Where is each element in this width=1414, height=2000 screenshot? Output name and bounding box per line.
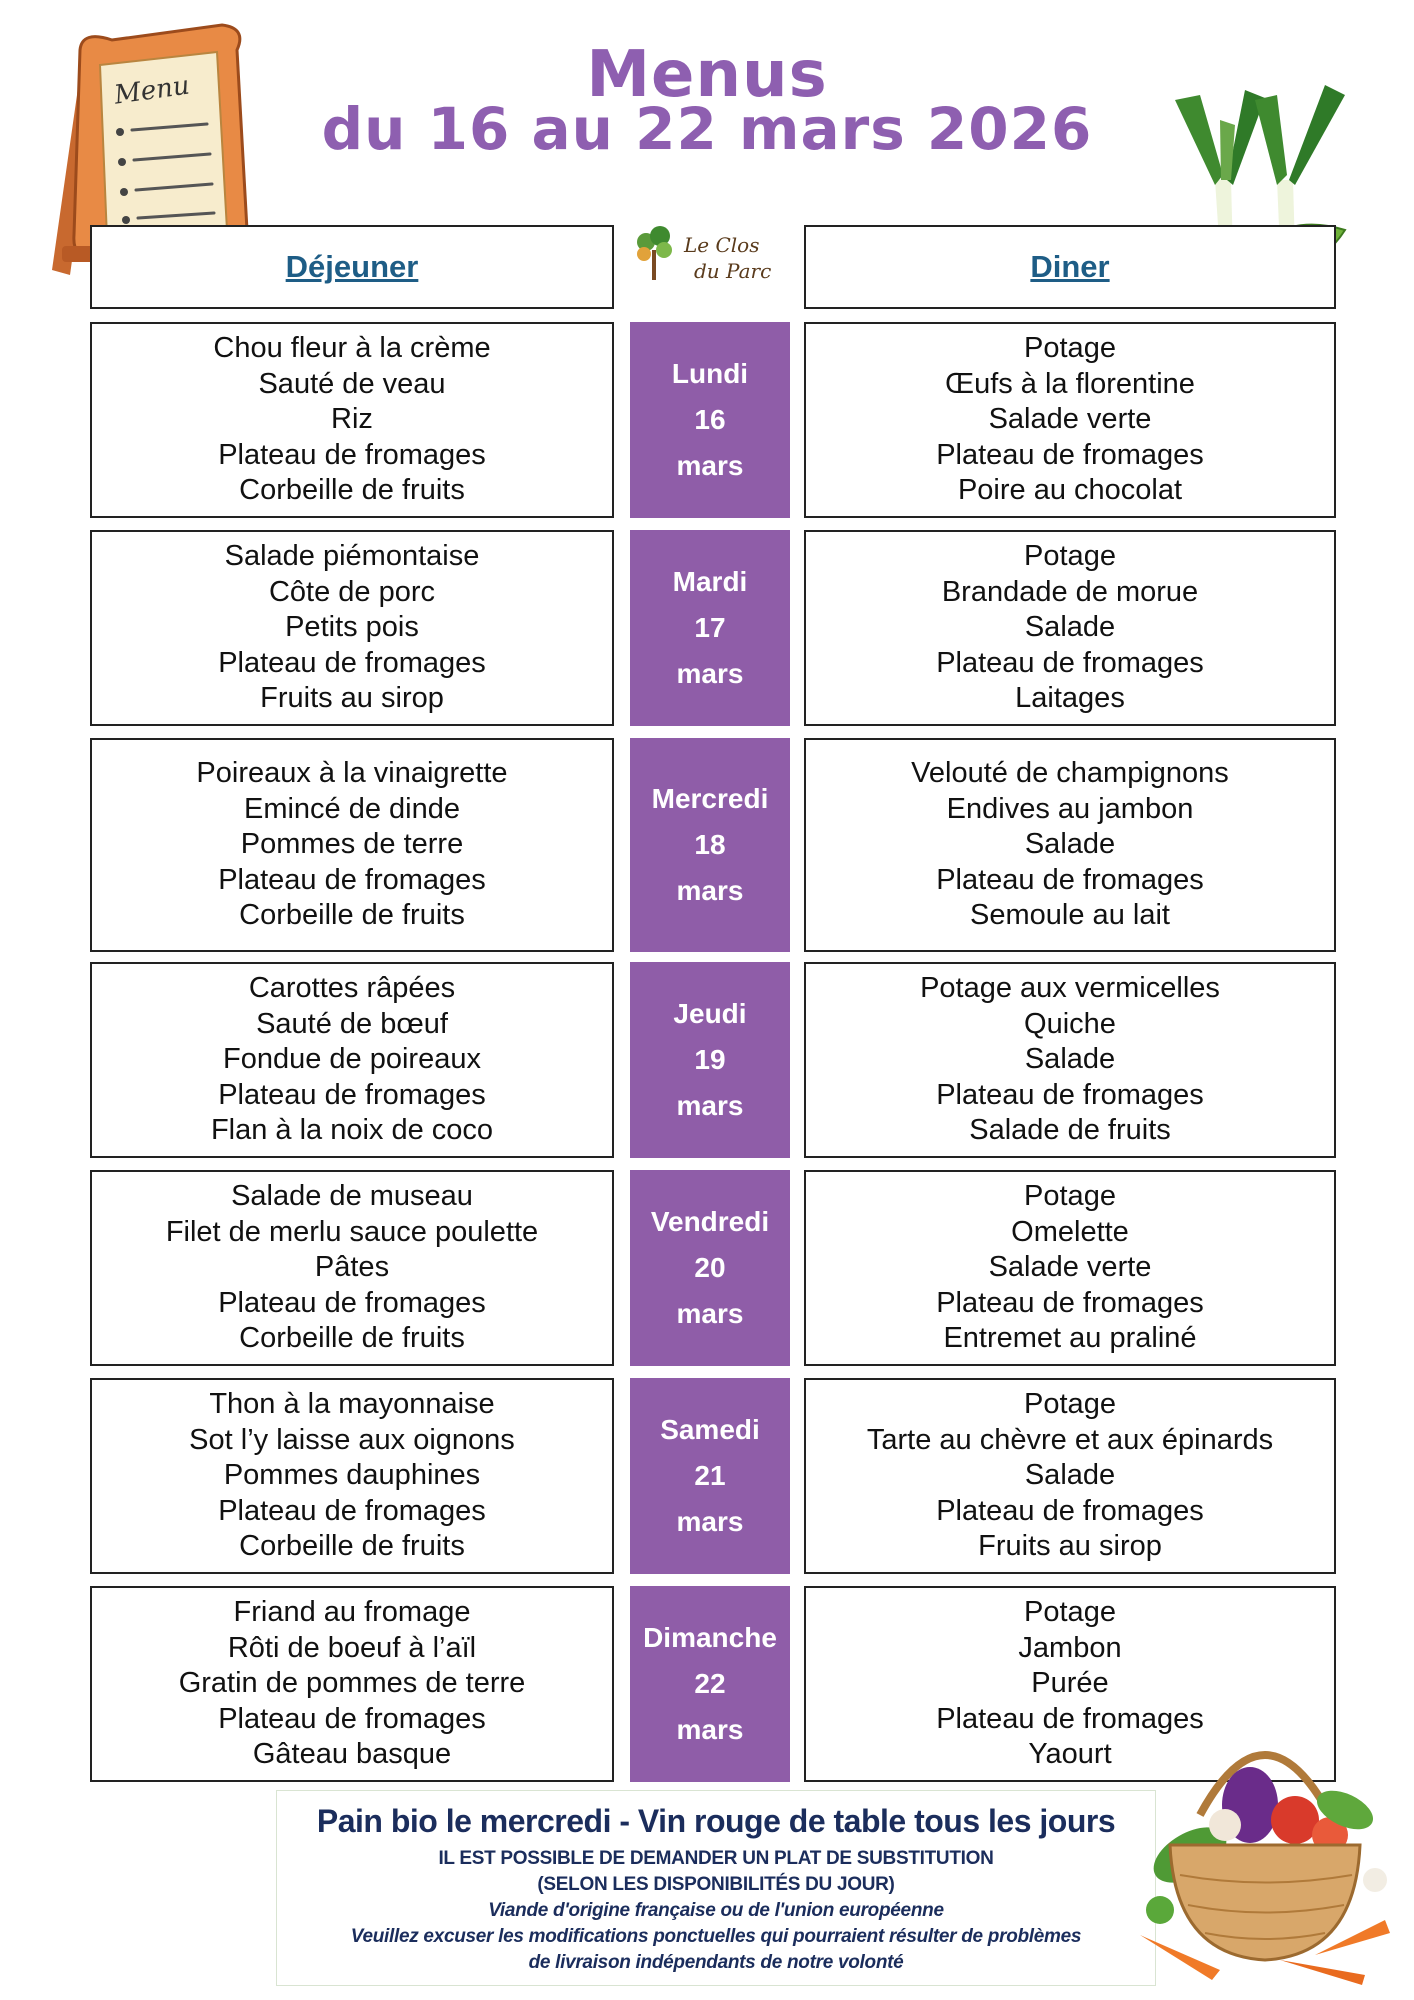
- dinner-dish: Jambon: [1018, 1631, 1122, 1664]
- dinner-cell: [804, 962, 1336, 1158]
- dinner-dish: Plateau de fromages: [936, 1286, 1204, 1319]
- tree-icon: [637, 226, 672, 280]
- dinner-cell: [804, 322, 1336, 518]
- lunch-dish: Salade piémontaise: [224, 540, 480, 573]
- day-cell: [630, 530, 790, 726]
- lunch-dish: Plateau de fromages: [218, 1286, 486, 1319]
- footer-main: Pain bio le mercredi - Vin rouge de table tous les jours: [316, 1803, 1116, 1839]
- lunch-dish: Côte de porc: [268, 575, 436, 608]
- dinner-dish: Entremet au praliné: [943, 1322, 1197, 1355]
- lunch-dish: Chou fleur à la crème: [213, 332, 491, 365]
- day-cell: [630, 962, 790, 1158]
- lunch-cell: [90, 962, 614, 1158]
- day-month: mars: [676, 658, 744, 689]
- day-month: mars: [676, 1090, 744, 1121]
- dinner-dish: Potage: [1024, 540, 1116, 573]
- dinner-cell: [804, 1170, 1336, 1366]
- dinner-dish: Brandade de morue: [941, 575, 1199, 608]
- dinner-cell: [804, 530, 1336, 726]
- day-num: 16: [694, 404, 726, 435]
- dinner-dish: Fruits au sirop: [978, 1530, 1162, 1563]
- dinner-dish: Potage aux vermicelles: [920, 972, 1220, 1005]
- vegetable-basket-icon: [1130, 1705, 1400, 1990]
- lunch-dish: Plateau de fromages: [218, 1702, 486, 1735]
- dinner-dish: Quiche: [1024, 1007, 1116, 1040]
- lunch-dish: Pommes dauphines: [223, 1459, 481, 1492]
- lunch-dish: Poireaux à la vinaigrette: [196, 757, 508, 790]
- day-month: mars: [676, 1714, 744, 1745]
- dinner-dish: Salade: [1024, 611, 1116, 644]
- dinner-header: [804, 225, 1336, 309]
- lunch-dish: Corbeille de fruits: [239, 1530, 465, 1563]
- dinner-dish: Poire au chocolat: [957, 474, 1183, 507]
- dinner-cell: [804, 738, 1336, 952]
- dinner-dish: Plateau de fromages: [936, 863, 1204, 896]
- day-month: mars: [676, 1506, 744, 1537]
- lunch-dish: Corbeille de fruits: [239, 474, 465, 507]
- lunch-dish: Corbeille de fruits: [239, 899, 465, 932]
- day-name: Lundi: [671, 358, 749, 389]
- lunch-cell: [90, 1586, 614, 1782]
- dinner-dish: Plateau de fromages: [936, 1702, 1204, 1735]
- page-subtitle: du 16 au 22 mars 2026: [321, 95, 1093, 163]
- dinner-dish: Semoule au lait: [970, 899, 1170, 932]
- lunch-dish: Salade de museau: [231, 1180, 473, 1213]
- lunch-cell: [90, 738, 614, 952]
- lunch-dish: Plateau de fromages: [218, 1494, 486, 1527]
- dinner-dish: Plateau de fromages: [936, 438, 1204, 471]
- dinner-dish: Yaourt: [1028, 1738, 1112, 1771]
- lunch-dish: Gâteau basque: [252, 1738, 452, 1771]
- lunch-dish: Flan à la noix de coco: [210, 1114, 494, 1147]
- day-name: Dimanche: [643, 1622, 777, 1653]
- lunch-header-label: Déjeuner: [285, 249, 419, 284]
- day-name: Mercredi: [651, 783, 769, 814]
- day-num: 18: [694, 829, 726, 860]
- day-name: Mardi: [672, 566, 748, 597]
- lunch-dish: Rôti de boeuf à l’aïl: [227, 1631, 477, 1664]
- lunch-dish: Plateau de fromages: [218, 1078, 486, 1111]
- lunch-dish: Fondue de poireaux: [223, 1043, 481, 1076]
- lunch-dish: Pommes de terre: [240, 828, 464, 861]
- lunch-dish: Sot l’y laisse aux oignons: [189, 1423, 515, 1456]
- lunch-dish: Plateau de fromages: [218, 863, 486, 896]
- day-cell: [630, 1170, 790, 1366]
- day-month: mars: [676, 450, 744, 481]
- day-name: Vendredi: [650, 1206, 770, 1237]
- lunch-dish: Riz: [331, 403, 373, 436]
- svg-text:Menu: Menu: [112, 70, 192, 111]
- dinner-dish: Plateau de fromages: [936, 1078, 1204, 1111]
- lunch-dish: Gratin de pommes de terre: [178, 1667, 526, 1700]
- footer-line1: IL EST POSSIBLE DE DEMANDER UN PLAT DE SUBSTITUTION: [438, 1848, 994, 1869]
- footer-line2: (SELON LES DISPONIBILITÉS DU JOUR): [537, 1874, 895, 1895]
- lunch-dish: Corbeille de fruits: [239, 1322, 465, 1355]
- lunch-dish: Sauté de veau: [258, 367, 446, 400]
- lunch-dish: Carottes râpées: [248, 972, 456, 1005]
- day-cell: [630, 322, 790, 518]
- day-num: 20: [694, 1252, 726, 1283]
- dinner-dish: Potage: [1024, 1388, 1116, 1421]
- dinner-dish: Omelette: [1011, 1215, 1129, 1248]
- dinner-dish: Tarte au chèvre et aux épinards: [866, 1423, 1274, 1456]
- lunch-cell: [90, 1170, 614, 1366]
- day-num: 19: [694, 1044, 726, 1075]
- footer-notice: [276, 1790, 1156, 1986]
- footer-line4: Veuillez excuser les modifications ponctuelles qui pourraient résulter de problèmes: [350, 1926, 1082, 1947]
- dinner-dish: Potage: [1024, 1596, 1116, 1629]
- logo-line2: du Parc: [694, 259, 772, 283]
- logo: [632, 222, 780, 294]
- day-num: 17: [694, 612, 726, 643]
- dinner-dish: Plateau de fromages: [936, 646, 1204, 679]
- logo-line1: Le Clos: [684, 233, 760, 257]
- dinner-dish: Salade: [1024, 1459, 1116, 1492]
- day-name: Jeudi: [673, 998, 747, 1029]
- dinner-cell: [804, 1378, 1336, 1574]
- dinner-dish: Endives au jambon: [946, 792, 1194, 825]
- dinner-header-label: Diner: [1030, 249, 1110, 284]
- day-cell: [630, 738, 790, 952]
- lunch-dish: Fruits au sirop: [260, 682, 444, 715]
- day-month: mars: [676, 875, 744, 906]
- lunch-dish: Thon à la mayonnaise: [209, 1388, 495, 1421]
- day-cell: [630, 1378, 790, 1574]
- dinner-dish: Salade verte: [988, 1251, 1152, 1284]
- lunch-dish: Friand au fromage: [233, 1596, 471, 1629]
- lunch-header: [90, 225, 614, 309]
- lunch-dish: Pâtes: [314, 1251, 390, 1284]
- day-cell: [630, 1586, 790, 1782]
- lunch-dish: Emincé de dinde: [243, 792, 461, 825]
- page-title: Menus: [586, 38, 828, 112]
- lunch-dish: Sauté de bœuf: [256, 1007, 448, 1040]
- day-month: mars: [676, 1298, 744, 1329]
- lunch-cell: [90, 530, 614, 726]
- dinner-dish: Laitages: [1015, 682, 1125, 715]
- dinner-dish: Potage: [1024, 1180, 1116, 1213]
- dinner-dish: Plateau de fromages: [936, 1494, 1204, 1527]
- dinner-dish: Salade: [1024, 828, 1116, 861]
- lunch-dish: Petits pois: [285, 611, 419, 644]
- lunch-dish: Plateau de fromages: [218, 438, 486, 471]
- dinner-dish: Œufs à la florentine: [945, 367, 1195, 400]
- day-name: Samedi: [660, 1414, 760, 1445]
- dinner-dish: Salade de fruits: [969, 1114, 1171, 1147]
- day-num: 22: [694, 1668, 726, 1699]
- dinner-dish: Salade verte: [988, 403, 1152, 436]
- footer-line5: de livraison indépendants de notre volonté: [528, 1952, 904, 1973]
- lunch-cell: [90, 322, 614, 518]
- dinner-dish: Purée: [1031, 1667, 1109, 1700]
- dinner-dish: Salade: [1024, 1043, 1116, 1076]
- day-num: 21: [694, 1460, 726, 1491]
- lunch-cell: [90, 1378, 614, 1574]
- lunch-dish: Plateau de fromages: [218, 646, 486, 679]
- lunch-dish: Filet de merlu sauce poulette: [165, 1215, 539, 1248]
- dinner-dish: Velouté de champignons: [911, 757, 1229, 790]
- dinner-dish: Potage: [1024, 332, 1116, 365]
- footer-line3: Viande d'origine française ou de l'union européenne: [488, 1900, 944, 1921]
